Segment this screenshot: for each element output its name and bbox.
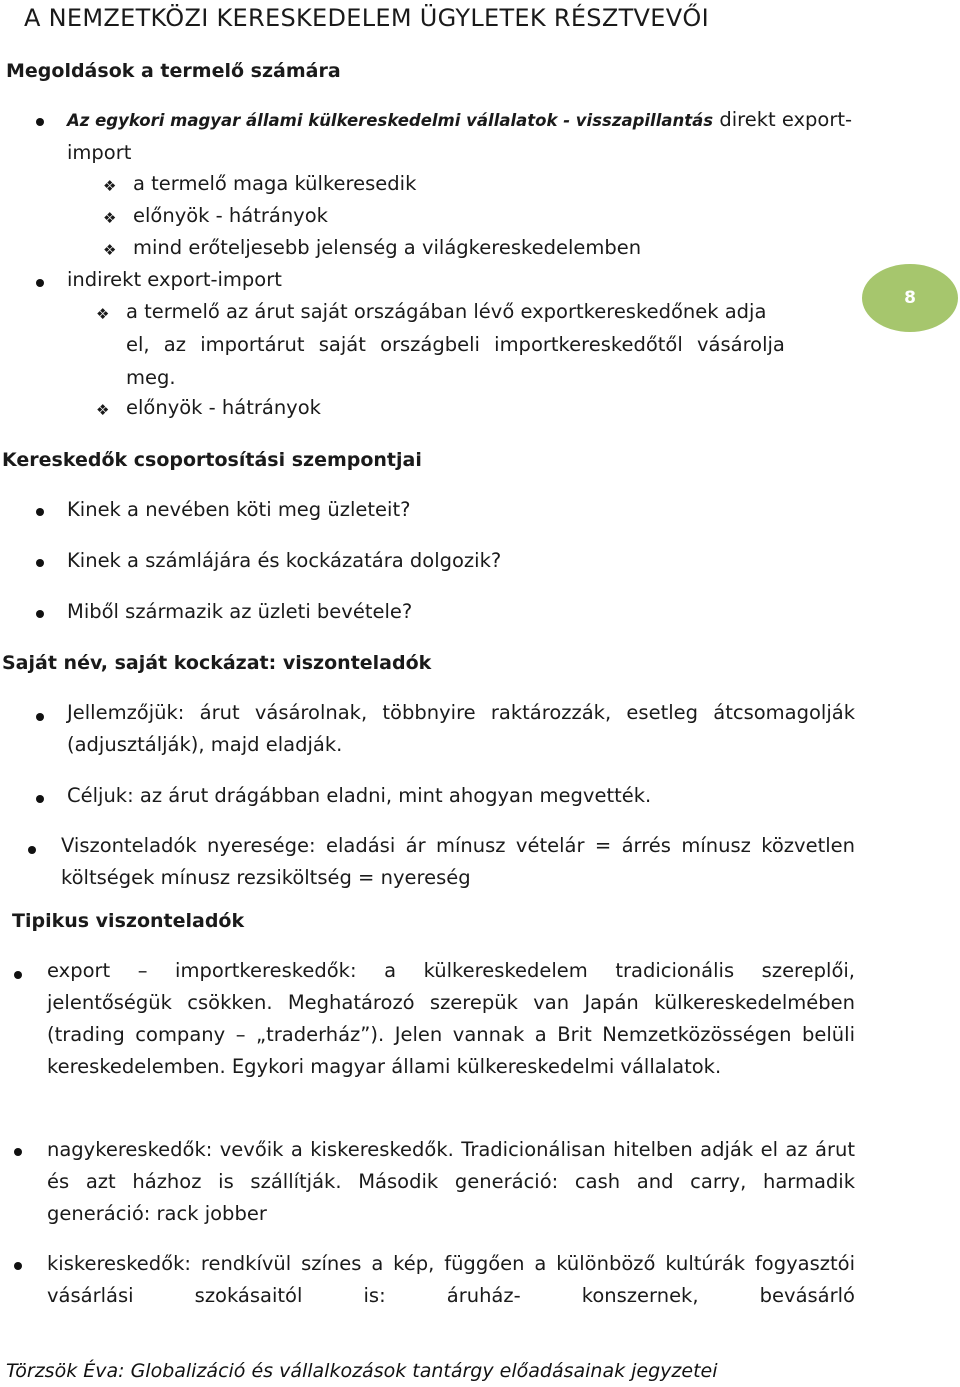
list-item-text-cont: import xyxy=(67,141,132,164)
bullet-icon xyxy=(36,713,44,721)
diamond-bullet-icon: ❖ xyxy=(103,177,117,195)
diamond-bullet-icon: ❖ xyxy=(103,209,117,227)
list-item: Miből származik az üzleti bevétele? xyxy=(67,600,413,623)
sub-list-item: előnyök - hátrányok xyxy=(126,396,321,419)
diamond-bullet-icon: ❖ xyxy=(96,401,110,419)
list-item-text: direkt export- xyxy=(719,108,853,131)
list-item: Jellemzőjük: árut vásárolnak, többnyire raktározzák, esetleg átcsomagolják (adjusztálják), majd eladják. xyxy=(67,701,855,756)
bullet-icon xyxy=(36,118,44,126)
section-heading-resellers: Saját név, saját kockázat: viszonteladók xyxy=(2,652,432,674)
section-heading-typical-resellers: Tipikus viszonteladók xyxy=(12,910,245,932)
sub-list-item-cont: el, az importárut saját országbeli importkereskedőtől vásárolja xyxy=(126,333,785,356)
bullet-icon xyxy=(36,508,44,516)
bullet-icon xyxy=(14,971,22,979)
list-item: export – importkereskedők: a külkereskedelem tradicionális szereplői, jelentőségük csökken. Meghatározó szerepük van Japán külkereskedelmében (trading company – „traderház”). Jelen vannak a Brit Nemzetközösségen belüli kereskedelemben. Egykori magyar állami külkereskedelmi vállalatok. xyxy=(47,959,855,1078)
section-heading-grouping: Kereskedők csoportosítási szempontjai xyxy=(2,449,422,471)
italic-lead: Az egykori magyar állami külkereskedelmi vállalatok - visszapillantás xyxy=(67,111,714,130)
bullet-icon xyxy=(36,610,44,618)
sub-list-item: előnyök - hátrányok xyxy=(133,204,328,227)
page-footer: Törzsök Éva: Globalizáció és vállalkozások tantárgy előadásainak jegyzetei xyxy=(6,1360,718,1382)
list-item: nagykereskedők: vevőik a kiskereskedők. Tradicionálisan hitelben adják el az árut és azt házhoz is szállítják. Második generáció: cash and carry, harmadik generáció: rack jobber xyxy=(47,1138,855,1225)
sub-list-item: a termelő az árut saját országában lévő exportkereskedőnek adja xyxy=(126,300,767,323)
bullet-icon xyxy=(14,1148,22,1156)
sub-list-item: mind erőteljesebb jelenség a világkereskedelemben xyxy=(133,236,642,259)
sub-list-item-cont: meg. xyxy=(126,366,176,389)
bullet-icon xyxy=(28,846,36,854)
list-item xyxy=(67,108,852,131)
list-item: kiskereskedők: rendkívül színes a kép, függően a különböző kultúrák fogyasztói vásárlási szokásaitól is: áruház- konszernek, bevásárló xyxy=(47,1252,855,1307)
list-item: Viszonteladók nyeresége: eladási ár mínusz vételár = árrés mínusz közvetlen költségek mínusz rezsiköltség = nyereség xyxy=(61,834,855,889)
bullet-icon xyxy=(36,279,44,287)
section-heading-solutions: Megoldások a termelő számára xyxy=(6,60,341,82)
diamond-bullet-icon: ❖ xyxy=(103,241,117,259)
bullet-icon xyxy=(14,1262,22,1270)
diamond-bullet-icon: ❖ xyxy=(96,305,110,323)
page-title: A NEMZETKÖZI KERESKEDELEM ÜGYLETEK RÉSZTVEVŐI xyxy=(24,4,709,32)
list-item: indirekt export-import xyxy=(67,268,282,291)
list-item: Kinek a nevében köti meg üzleteit? xyxy=(67,498,411,521)
list-item: Kinek a számlájára és kockázatára dolgozik? xyxy=(67,549,502,572)
bullet-icon xyxy=(36,795,44,803)
list-item: Céljuk: az árut drágábban eladni, mint ahogyan megvették. xyxy=(67,784,652,807)
bullet-icon xyxy=(36,559,44,567)
page-number-badge: 8 xyxy=(862,264,958,332)
sub-list-item: a termelő maga külkeresedik xyxy=(133,172,417,195)
